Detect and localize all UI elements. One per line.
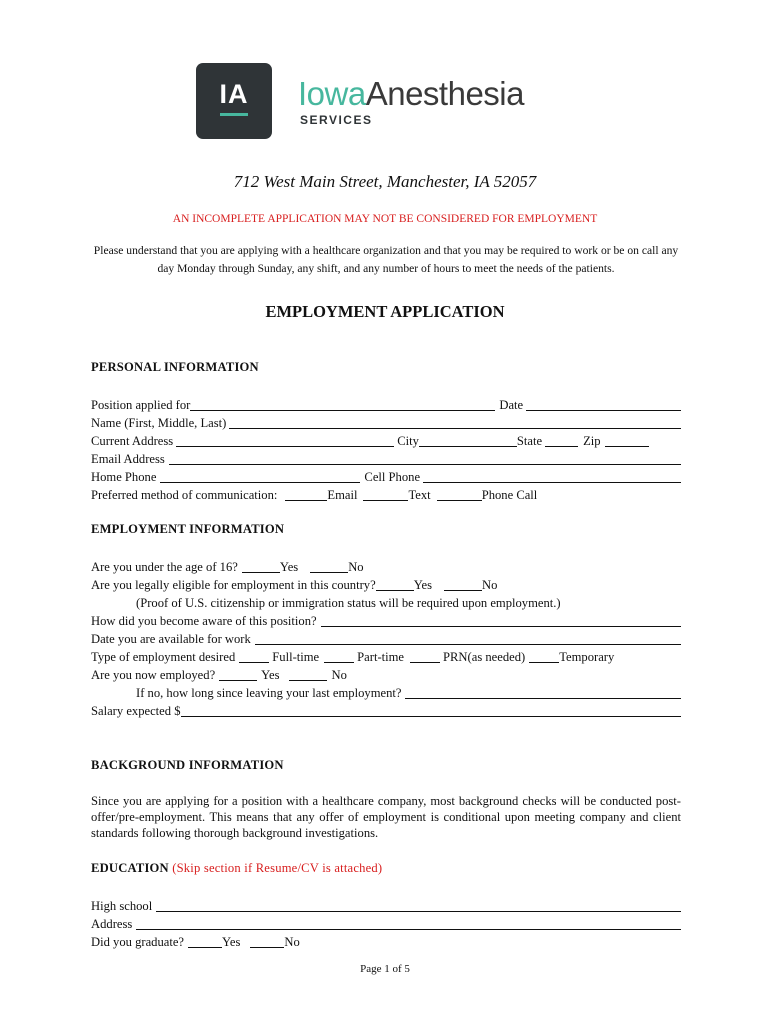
background-text: Since you are applying for a position with a healthcare company, most background checks will be conducted post-offer/pre-employment. This means that any offer of employment is conditional upon meeting company and client standards following thorough background investigations.	[91, 794, 681, 840]
aware-row	[91, 612, 681, 630]
eligible-no-field[interactable]	[444, 576, 482, 591]
date-label: Date	[499, 398, 524, 412]
temporary-label: Temporary	[559, 650, 615, 664]
eligible-yes-label: Yes	[413, 578, 433, 592]
section-heading-education	[91, 861, 382, 876]
under16-yes-label: Yes	[279, 560, 299, 574]
proof-note: (Proof of U.S. citizenship or immigration status will be required upon employment.)	[136, 596, 561, 610]
graduate-row	[91, 933, 681, 951]
current-address-field[interactable]	[176, 432, 394, 447]
graduate-label: Did you graduate?	[91, 935, 185, 949]
email-row	[91, 450, 681, 468]
position-date-row	[91, 396, 681, 414]
full-time-field[interactable]	[239, 648, 269, 663]
employed-label: Are you now employed?	[91, 668, 216, 682]
communication-row	[91, 486, 681, 504]
name-label: Name (First, Middle, Last)	[91, 416, 227, 430]
cell-phone-field[interactable]	[423, 468, 681, 483]
text-choice-label: Text	[408, 488, 431, 502]
email-field[interactable]	[169, 450, 681, 465]
current-address-label: Current Address	[91, 434, 174, 448]
how-long-field[interactable]	[405, 684, 681, 699]
available-label: Date you are available for work	[91, 632, 251, 646]
graduate-no-field[interactable]	[250, 933, 284, 948]
name-field[interactable]	[229, 414, 681, 429]
zip-field[interactable]	[605, 432, 649, 447]
high-school-row	[91, 897, 681, 915]
position-label: Position applied for	[91, 398, 191, 412]
employment-type-row	[91, 648, 681, 666]
communication-label: Preferred method of communication:	[91, 488, 278, 502]
page-number: Page 1 of 5	[360, 963, 410, 975]
logo-mark-bar	[220, 113, 248, 116]
eligible-no-label: No	[482, 578, 498, 592]
how-long-label: If no, how long since leaving your last employment?	[136, 686, 402, 700]
address-row	[91, 432, 681, 450]
prn-field[interactable]	[410, 648, 440, 663]
employed-yes-label: Yes	[261, 668, 280, 682]
phone-choice-label: Phone Call	[481, 488, 538, 502]
education-note: (Skip section if Resume/CV is attached)	[172, 861, 383, 875]
eligible-label: Are you legally eligible for employment in this country?	[91, 578, 376, 592]
logo-mark	[196, 63, 272, 139]
text-choice-field[interactable]	[363, 486, 408, 501]
logo-word-iowa: Iowa	[298, 75, 366, 112]
email-label: Email Address	[91, 452, 165, 466]
home-phone-field[interactable]	[160, 468, 360, 483]
high-school-label: High school	[91, 899, 153, 913]
logo-word-services: SERVICES	[300, 113, 373, 127]
available-field[interactable]	[255, 630, 681, 645]
phone-row	[91, 468, 681, 486]
under16-row	[91, 558, 681, 576]
name-row	[91, 414, 681, 432]
salary-label: Salary expected $	[91, 704, 181, 718]
full-time-label: Full-time	[272, 650, 320, 664]
logo-word-anesthesia: Anesthesia	[365, 75, 524, 112]
page-title: EMPLOYMENT APPLICATION	[265, 302, 505, 321]
section-heading-personal: PERSONAL INFORMATION	[91, 360, 259, 374]
under16-no-label: No	[348, 560, 364, 574]
aware-field[interactable]	[321, 612, 681, 627]
employment-type-label: Type of employment desired	[91, 650, 236, 664]
temporary-field[interactable]	[529, 648, 559, 663]
incomplete-warning: AN INCOMPLETE APPLICATION MAY NOT BE CONSIDERED FOR EMPLOYMENT	[172, 213, 598, 225]
salary-field[interactable]	[181, 702, 681, 717]
cell-phone-label: Cell Phone	[364, 470, 421, 484]
part-time-field[interactable]	[324, 648, 354, 663]
school-address-row	[91, 915, 681, 933]
aware-label: How did you become aware of this position?	[91, 614, 317, 628]
employed-no-label: No	[331, 668, 347, 682]
high-school-field[interactable]	[156, 897, 681, 912]
city-label: City	[397, 434, 419, 448]
eligible-row	[91, 576, 681, 594]
graduate-yes-label: Yes	[222, 935, 241, 949]
logo-mark-text: IA	[219, 79, 249, 109]
section-heading-employment: EMPLOYMENT INFORMATION	[91, 522, 285, 536]
under16-no-field[interactable]	[310, 558, 348, 573]
phone-choice-field[interactable]	[437, 486, 482, 501]
company-address: 712 West Main Street, Manchester, IA 52057	[233, 172, 537, 191]
under16-label: Are you under the age of 16?	[91, 560, 238, 574]
how-long-row	[136, 684, 681, 702]
email-choice-label: Email	[327, 488, 358, 502]
company-logo	[196, 61, 578, 141]
zip-label: Zip	[583, 434, 601, 448]
eligible-yes-field[interactable]	[376, 576, 414, 591]
state-label: State	[516, 434, 543, 448]
graduate-yes-field[interactable]	[188, 933, 222, 948]
salary-row	[91, 702, 681, 720]
logo-wordmark	[298, 63, 578, 139]
employed-no-field[interactable]	[289, 666, 327, 681]
graduate-no-label: No	[284, 935, 300, 949]
employed-yes-field[interactable]	[219, 666, 257, 681]
prn-label: PRN(as needed)	[443, 650, 526, 664]
email-choice-field[interactable]	[285, 486, 327, 501]
school-address-field[interactable]	[136, 915, 681, 930]
position-field[interactable]	[190, 396, 495, 411]
city-field[interactable]	[419, 432, 517, 447]
date-field[interactable]	[526, 396, 681, 411]
available-row	[91, 630, 681, 648]
state-field[interactable]	[545, 432, 578, 447]
part-time-label: Part-time	[357, 650, 405, 664]
school-address-label: Address	[91, 917, 133, 931]
availability-notice: Please understand that you are applying with a healthcare organization and that you may be required to work or be on call any day Monday through Sunday, any shift, and any number of hours to meet the needs of the patients.	[93, 244, 679, 275]
under16-yes-field[interactable]	[242, 558, 280, 573]
employed-row	[91, 666, 681, 684]
section-heading-background: BACKGROUND INFORMATION	[91, 758, 284, 772]
education-heading: EDUCATION	[91, 861, 169, 875]
home-phone-label: Home Phone	[91, 470, 157, 484]
